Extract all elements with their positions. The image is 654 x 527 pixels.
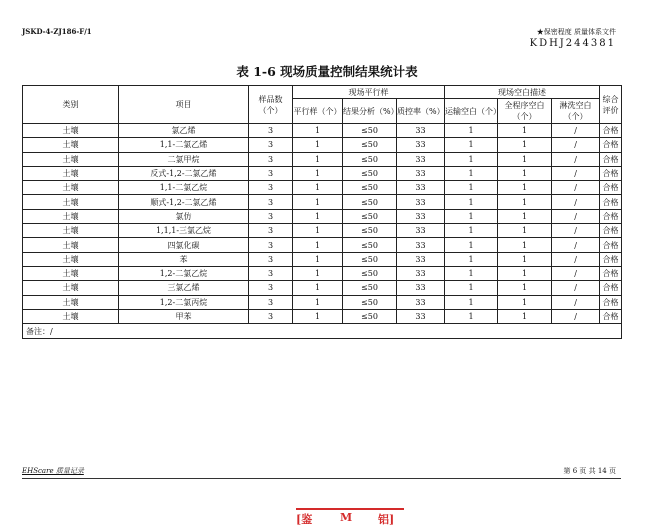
cell-item: 氯仿 <box>119 209 249 223</box>
table-row <box>23 181 622 195</box>
cell-parallel: 1 <box>293 309 343 323</box>
cell-item: 三氯乙烯 <box>119 281 249 295</box>
cell-qc-rate: 33 <box>397 266 445 280</box>
table-row <box>23 252 622 266</box>
cell-full: 1 <box>498 209 552 223</box>
cell-qc-rate: 33 <box>397 152 445 166</box>
cell-item: 氯乙烯 <box>119 124 249 138</box>
header-rinse-blank: 淋洗空白（个） <box>552 99 600 124</box>
header-sample-count: 样品数（个） <box>249 86 293 124</box>
cell-rinse: / <box>552 252 600 266</box>
cell-result: ≤50 <box>343 181 397 195</box>
table-row <box>23 266 622 280</box>
cell-samples: 3 <box>249 281 293 295</box>
cell-full: 1 <box>498 124 552 138</box>
cell-result: ≤50 <box>343 124 397 138</box>
cell-eval: 合格 <box>600 209 622 223</box>
header-full-blank: 全程序空白（个） <box>498 99 552 124</box>
table-row <box>23 195 622 209</box>
cell-eval: 合格 <box>600 266 622 280</box>
cell-full: 1 <box>498 295 552 309</box>
cell-samples: 3 <box>249 138 293 152</box>
cell-eval: 合格 <box>600 152 622 166</box>
cell-transport: 1 <box>445 166 498 180</box>
cell-transport: 1 <box>445 295 498 309</box>
cell-item: 苯 <box>119 252 249 266</box>
cell-qc-rate: 33 <box>397 166 445 180</box>
cell-samples: 3 <box>249 195 293 209</box>
header-item: 项目 <box>119 86 249 124</box>
cell-samples: 3 <box>249 124 293 138</box>
stamp-text-left: [鉴 <box>296 513 313 526</box>
cell-category: 土壤 <box>23 195 119 209</box>
cell-samples: 3 <box>249 309 293 323</box>
cell-qc-rate: 33 <box>397 124 445 138</box>
cell-eval: 合格 <box>600 138 622 152</box>
cell-item: 二氯甲烷 <box>119 152 249 166</box>
cell-qc-rate: 33 <box>397 281 445 295</box>
cell-qc-rate: 33 <box>397 195 445 209</box>
table-row <box>23 281 622 295</box>
cell-category: 土壤 <box>23 166 119 180</box>
table-title: 表 1-6 现场质量控制结果统计表 <box>236 64 418 79</box>
cell-result: ≤50 <box>343 252 397 266</box>
cell-qc-rate: 33 <box>397 238 445 252</box>
cell-result: ≤50 <box>343 281 397 295</box>
cell-category: 土壤 <box>23 209 119 223</box>
cell-item: 顺式-1,2-二氯乙烯 <box>119 195 249 209</box>
seal-stamp <box>296 508 404 524</box>
stamp-text-mid: M <box>340 511 353 524</box>
cell-transport: 1 <box>445 266 498 280</box>
table-row <box>23 224 622 238</box>
cell-parallel: 1 <box>293 252 343 266</box>
table-row <box>23 166 622 180</box>
cell-samples: 3 <box>249 295 293 309</box>
cell-item: 1,1-二氯乙烯 <box>119 138 249 152</box>
page-number: 第 6 页 共 14 页 <box>563 467 616 475</box>
table-note: 备注：/ <box>23 324 622 339</box>
cell-rinse: / <box>552 224 600 238</box>
cell-transport: 1 <box>445 195 498 209</box>
table-row <box>23 238 622 252</box>
footer-left-label: EHScare 质量记录 <box>22 467 84 475</box>
cell-qc-rate: 33 <box>397 224 445 238</box>
cell-parallel: 1 <box>293 124 343 138</box>
cell-parallel: 1 <box>293 266 343 280</box>
cell-category: 土壤 <box>23 238 119 252</box>
qc-result-table <box>22 85 622 339</box>
cell-item: 反式-1,2-二氯乙烯 <box>119 166 249 180</box>
cell-transport: 1 <box>445 124 498 138</box>
cell-qc-rate: 33 <box>397 252 445 266</box>
cell-full: 1 <box>498 266 552 280</box>
cell-rinse: / <box>552 138 600 152</box>
cell-qc-rate: 33 <box>397 295 445 309</box>
cell-result: ≤50 <box>343 309 397 323</box>
footer-divider <box>22 478 621 479</box>
cell-category: 土壤 <box>23 309 119 323</box>
cell-parallel: 1 <box>293 224 343 238</box>
table-row <box>23 309 622 323</box>
document-id: JSKD-4-ZJ186-F/1 <box>22 27 92 36</box>
cell-rinse: / <box>552 195 600 209</box>
cell-samples: 3 <box>249 181 293 195</box>
table-body <box>23 124 622 324</box>
header-right <box>530 27 616 49</box>
table-row <box>23 152 622 166</box>
stamp-text-right: 铝] <box>378 513 395 526</box>
cell-rinse: / <box>552 266 600 280</box>
cell-result: ≤50 <box>343 195 397 209</box>
header-group-blank: 现场空白描述 <box>445 86 600 99</box>
cell-eval: 合格 <box>600 238 622 252</box>
cell-samples: 3 <box>249 238 293 252</box>
cell-transport: 1 <box>445 309 498 323</box>
cell-category: 土壤 <box>23 252 119 266</box>
cell-item: 1,2-二氯乙烷 <box>119 266 249 280</box>
cell-eval: 合格 <box>600 166 622 180</box>
cell-eval: 合格 <box>600 309 622 323</box>
confidentiality-label: ★保密程度 质量体系文件 <box>536 28 616 36</box>
table-row <box>23 209 622 223</box>
header-overall-eval: 综合评价 <box>600 86 622 124</box>
cell-result: ≤50 <box>343 152 397 166</box>
cell-eval: 合格 <box>600 124 622 138</box>
cell-rinse: / <box>552 238 600 252</box>
cell-transport: 1 <box>445 224 498 238</box>
cell-category: 土壤 <box>23 295 119 309</box>
cell-transport: 1 <box>445 238 498 252</box>
table-row <box>23 124 622 138</box>
cell-full: 1 <box>498 281 552 295</box>
cell-category: 土壤 <box>23 266 119 280</box>
cell-rinse: / <box>552 181 600 195</box>
cell-samples: 3 <box>249 209 293 223</box>
cell-parallel: 1 <box>293 195 343 209</box>
cell-parallel: 1 <box>293 166 343 180</box>
cell-category: 土壤 <box>23 152 119 166</box>
header-transport-blank: 运输空白（个） <box>445 99 498 124</box>
cell-full: 1 <box>498 252 552 266</box>
cell-category: 土壤 <box>23 124 119 138</box>
cell-qc-rate: 33 <box>397 181 445 195</box>
cell-item: 四氯化碳 <box>119 238 249 252</box>
cell-result: ≤50 <box>343 238 397 252</box>
cell-full: 1 <box>498 152 552 166</box>
cell-transport: 1 <box>445 252 498 266</box>
cell-rinse: / <box>552 209 600 223</box>
table-row <box>23 295 622 309</box>
report-code: KDHJ244381 <box>529 38 616 49</box>
cell-qc-rate: 33 <box>397 309 445 323</box>
cell-samples: 3 <box>249 166 293 180</box>
table-row <box>23 138 622 152</box>
cell-item: 1,2-二氯丙烷 <box>119 295 249 309</box>
cell-parallel: 1 <box>293 209 343 223</box>
cell-full: 1 <box>498 224 552 238</box>
header-qc-rate: 质控率（%） <box>397 99 445 124</box>
cell-parallel: 1 <box>293 295 343 309</box>
header-parallel: 平行样（个） <box>293 99 343 124</box>
cell-parallel: 1 <box>293 152 343 166</box>
cell-transport: 1 <box>445 138 498 152</box>
cell-samples: 3 <box>249 224 293 238</box>
cell-transport: 1 <box>445 209 498 223</box>
cell-samples: 3 <box>249 266 293 280</box>
cell-item: 甲苯 <box>119 309 249 323</box>
cell-rinse: / <box>552 152 600 166</box>
cell-result: ≤50 <box>343 224 397 238</box>
cell-parallel: 1 <box>293 238 343 252</box>
cell-category: 土壤 <box>23 281 119 295</box>
cell-rinse: / <box>552 166 600 180</box>
cell-item: 1,1,1-三氯乙烷 <box>119 224 249 238</box>
cell-samples: 3 <box>249 152 293 166</box>
cell-eval: 合格 <box>600 295 622 309</box>
cell-eval: 合格 <box>600 181 622 195</box>
cell-category: 土壤 <box>23 181 119 195</box>
cell-parallel: 1 <box>293 181 343 195</box>
cell-result: ≤50 <box>343 166 397 180</box>
cell-full: 1 <box>498 166 552 180</box>
header-group-parallel: 现场平行样 <box>293 86 445 99</box>
cell-rinse: / <box>552 309 600 323</box>
cell-full: 1 <box>498 238 552 252</box>
cell-rinse: / <box>552 124 600 138</box>
cell-transport: 1 <box>445 152 498 166</box>
cell-full: 1 <box>498 309 552 323</box>
cell-eval: 合格 <box>600 281 622 295</box>
cell-category: 土壤 <box>23 224 119 238</box>
cell-rinse: / <box>552 295 600 309</box>
header-result: 结果分析（%） <box>343 99 397 124</box>
cell-samples: 3 <box>249 252 293 266</box>
cell-qc-rate: 33 <box>397 209 445 223</box>
cell-qc-rate: 33 <box>397 138 445 152</box>
cell-item: 1,1-二氯乙烷 <box>119 181 249 195</box>
cell-transport: 1 <box>445 281 498 295</box>
cell-full: 1 <box>498 195 552 209</box>
cell-result: ≤50 <box>343 138 397 152</box>
cell-category: 土壤 <box>23 138 119 152</box>
cell-parallel: 1 <box>293 138 343 152</box>
cell-parallel: 1 <box>293 281 343 295</box>
cell-result: ≤50 <box>343 295 397 309</box>
cell-full: 1 <box>498 181 552 195</box>
cell-result: ≤50 <box>343 266 397 280</box>
header-category: 类别 <box>23 86 119 124</box>
cell-rinse: / <box>552 281 600 295</box>
cell-result: ≤50 <box>343 209 397 223</box>
cell-eval: 合格 <box>600 224 622 238</box>
cell-transport: 1 <box>445 181 498 195</box>
cell-eval: 合格 <box>600 252 622 266</box>
cell-eval: 合格 <box>600 195 622 209</box>
cell-full: 1 <box>498 138 552 152</box>
